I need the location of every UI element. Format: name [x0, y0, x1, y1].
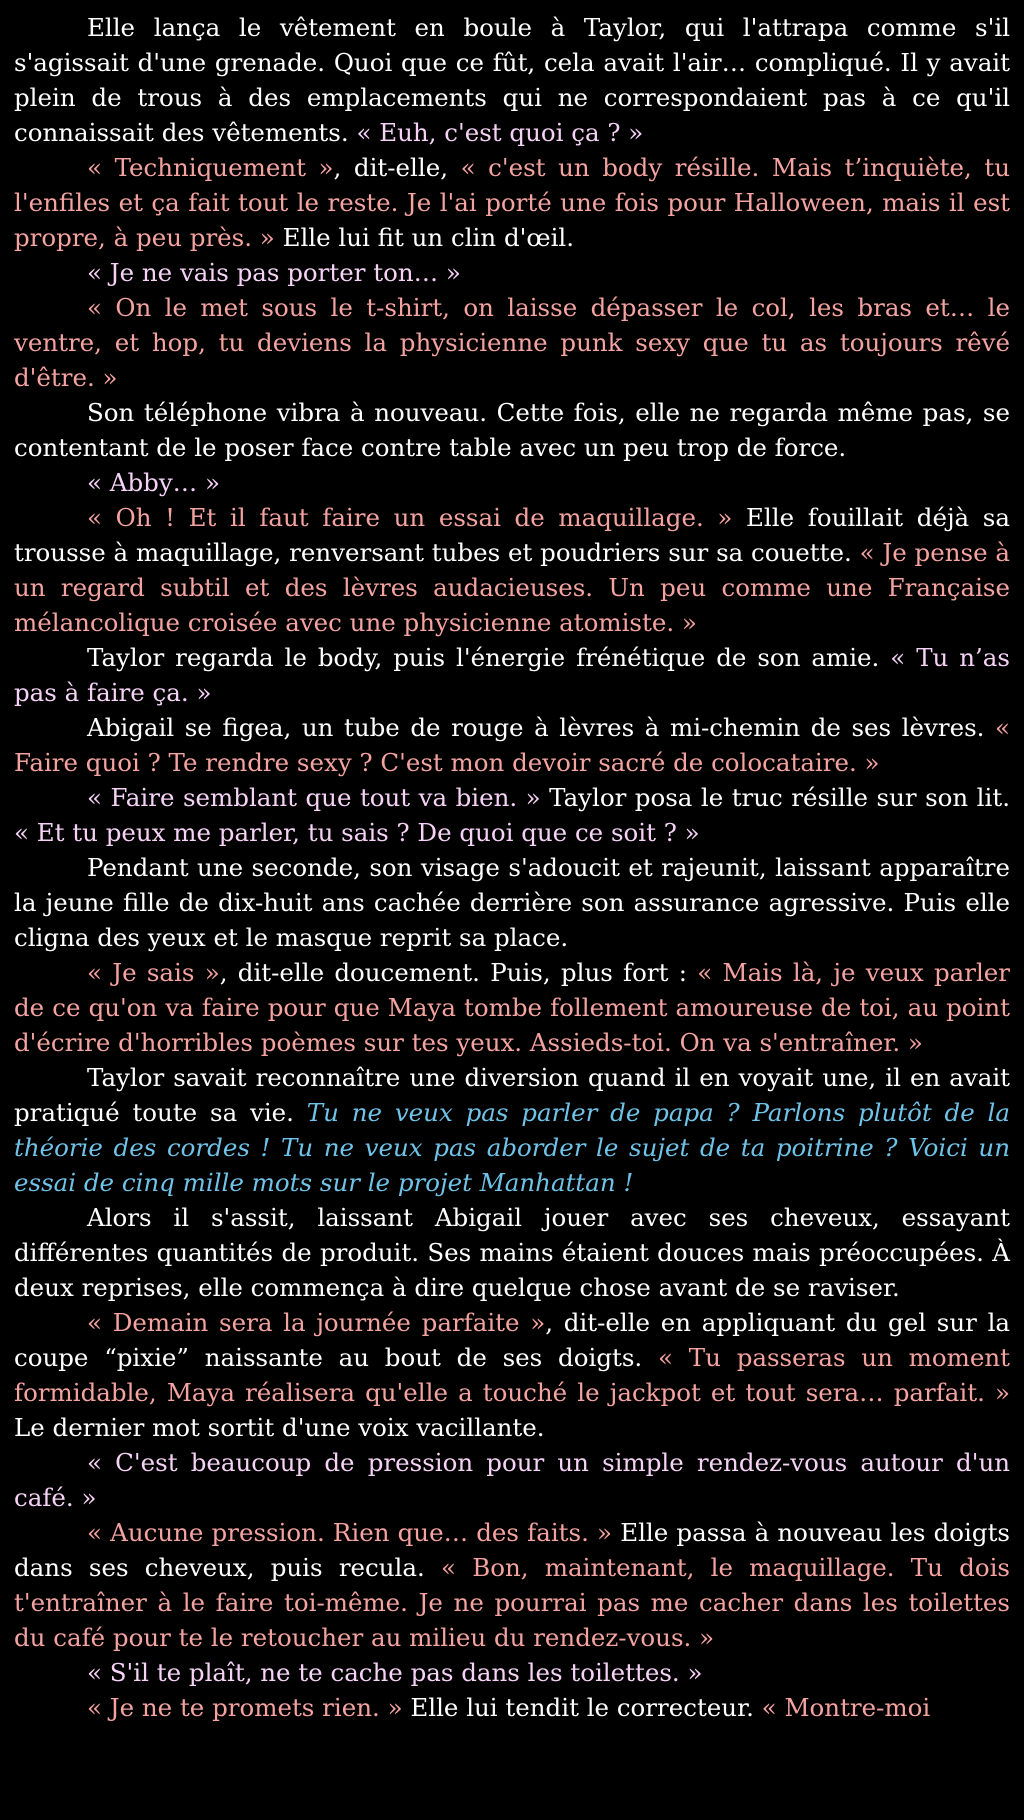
taylor-dialogue: « Et tu peux me parler, tu sais ? De quoi que ce soit ? »	[14, 818, 700, 847]
abigail-dialogue: « Je pense à un regard subtil et des lèvres audacieuses. Un peu comme une Française mélancolique croisée avec une physicienne atomiste. »	[14, 538, 1010, 637]
abigail-dialogue: « Faire quoi ? Te rendre sexy ? C'est mon devoir sacré de colocataire. »	[14, 713, 1010, 777]
paragraph	[14, 1655, 1010, 1690]
taylor-thought: Tu ne veux pas parler de papa ? Parlons plutôt de la théorie des cordes ! Tu ne veux pas aborder le sujet de ta poitrine ? Voici un essai de cinq mille mots sur le projet Manhattan !	[14, 1098, 1010, 1197]
paragraph	[14, 780, 1010, 850]
abigail-dialogue: « Techniquement »	[87, 153, 334, 182]
paragraph	[14, 255, 1010, 290]
paragraph	[14, 1060, 1010, 1200]
paragraph	[14, 1445, 1010, 1515]
paragraph	[14, 710, 1010, 780]
paragraph	[14, 1515, 1010, 1655]
narration-text: Elle lui tendit le correcteur.	[402, 1693, 762, 1722]
taylor-dialogue: « Faire semblant que tout va bien. »	[87, 783, 541, 812]
paragraph	[14, 500, 1010, 640]
paragraph	[14, 955, 1010, 1060]
paragraph	[14, 640, 1010, 710]
paragraph	[14, 1690, 1010, 1725]
narration-text: , dit-elle en appliquant du gel sur la coupe “pixie” naissante au bout de ses doigts.	[14, 1308, 1011, 1372]
narration-text: Elle lui fit un clin d'œil.	[274, 223, 575, 252]
narration-text: Taylor savait reconnaître une diversion quand il en voyait une, il en avait pratiqué toute sa vie.	[14, 1063, 1010, 1127]
paragraph	[14, 465, 1010, 500]
paragraph	[14, 395, 1010, 465]
abigail-dialogue: « Mais là, je veux parler de ce qu'on va faire pour que Maya tombe follement amoureuse de toi, au point d'écrire d'horribles poèmes sur tes yeux. Assieds-toi. On va s'entraîner. »	[14, 958, 1010, 1057]
narration-text: , dit-elle,	[333, 153, 461, 182]
taylor-dialogue: « S'il te plaît, ne te cache pas dans les toilettes. »	[87, 1658, 703, 1687]
paragraph	[14, 150, 1010, 255]
abigail-dialogue: « Tu passeras un moment formidable, Maya réalisera qu'elle a touché le jackpot et tout sera… parfait. »	[14, 1343, 1010, 1407]
abigail-dialogue: « Je sais »	[87, 958, 220, 987]
taylor-dialogue: « Je ne vais pas porter ton… »	[87, 258, 461, 287]
narration-text: Taylor posa le truc résille sur son lit.	[540, 783, 1010, 812]
narration-text: Alors il s'assit, laissant Abigail jouer avec ses cheveux, essayant différentes quantités de produit. Ses mains étaient douces mais préoccupées. À deux reprises, elle commença à dire quelque chose avant de se raviser.	[14, 1203, 1010, 1302]
narration-text: Son téléphone vibra à nouveau. Cette fois, elle ne regarda même pas, se contentant de le poser face contre table avec un peu trop de force.	[14, 398, 1010, 462]
abigail-dialogue: « Bon, maintenant, le maquillage. Tu dois t'entraîner à le faire toi-même. Je ne pourrai pas me cacher dans les toilettes du café pour te le retoucher au milieu du rendez-vous. »	[14, 1553, 1010, 1652]
taylor-dialogue: « Tu n’as pas à faire ça. »	[14, 643, 1010, 707]
narration-text: Le dernier mot sortit d'une voix vacillante.	[14, 1413, 545, 1442]
abigail-dialogue: « On le met sous le t-shirt, on laisse dépasser le col, les bras et… le ventre, et hop, tu deviens la physicienne punk sexy que tu as toujours rêvé d'être. »	[14, 293, 1010, 392]
paragraph	[14, 290, 1010, 395]
abigail-dialogue: « Je ne te promets rien. »	[87, 1693, 403, 1722]
narration-text: Elle passa à nouveau les doigts dans ses cheveux, puis recula.	[14, 1518, 1010, 1582]
abigail-dialogue: « Montre-moi	[761, 1693, 931, 1722]
abigail-dialogue: « Demain sera la journée parfaite »	[87, 1308, 546, 1337]
narration-text: Taylor regarda le body, puis l'énergie frénétique de son amie.	[87, 643, 891, 672]
taylor-dialogue: « Abby… »	[87, 468, 220, 497]
narration-text: Elle lança le vêtement en boule à Taylor, qui l'attrapa comme s'il s'agissait d'une grenade. Quoi que ce fût, cela avait l'air… compliqué. Il y avait plein de trous à des emplacements qui ne correspondaient pas à ce qu'il connaissait des vêtements.	[14, 13, 1010, 147]
narration-text: , dit-elle doucement. Puis, plus fort :	[219, 958, 698, 987]
taylor-dialogue: « Euh, c'est quoi ça ? »	[356, 118, 644, 147]
paragraph	[14, 850, 1010, 955]
taylor-dialogue: « C'est beaucoup de pression pour un simple rendez-vous autour d'un café. »	[14, 1448, 1010, 1512]
narration-text: Elle fouillait déjà sa trousse à maquillage, renversant tubes et poudriers sur sa couette.	[14, 503, 1010, 567]
paragraph	[14, 1305, 1010, 1445]
abigail-dialogue: « Aucune pression. Rien que… des faits. »	[87, 1518, 613, 1547]
abigail-dialogue: « Oh ! Et il faut faire un essai de maquillage. »	[87, 503, 733, 532]
abigail-dialogue: « c'est un body résille. Mais t’inquiète, tu l'enfiles et ça fait tout le reste. Je l'ai porté une fois pour Halloween, mais il est propre, à peu près. »	[14, 153, 1010, 252]
narration-text: Abigail se figea, un tube de rouge à lèvres à mi-chemin de ses lèvres.	[87, 713, 995, 742]
paragraph	[14, 1200, 1010, 1305]
paragraph	[14, 10, 1010, 150]
narration-text: Pendant une seconde, son visage s'adoucit et rajeunit, laissant apparaître la jeune fille de dix-huit ans cachée derrière son assurance agressive. Puis elle cligna des yeux et le masque reprit sa place.	[14, 853, 1010, 952]
